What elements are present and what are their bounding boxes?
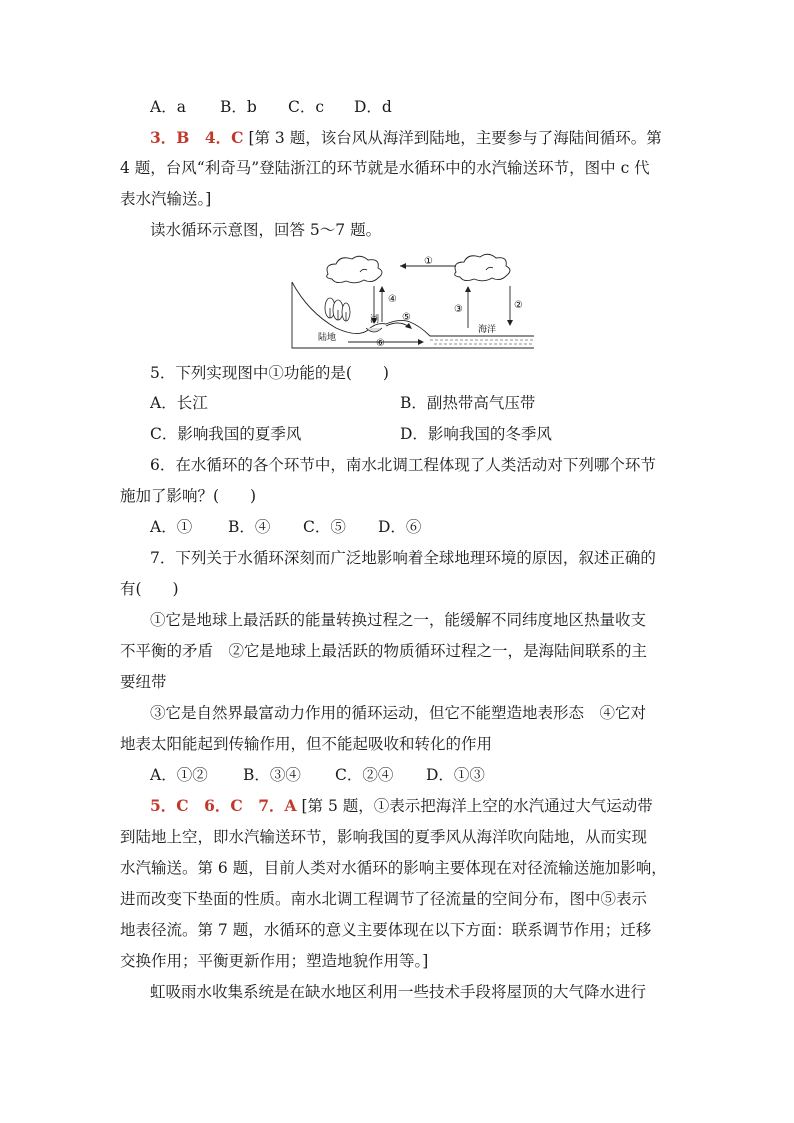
answer-5-7-keys: 5．C 6．C 7．A — [150, 796, 297, 815]
q6-option-c: C．⑤ — [303, 518, 346, 536]
label-3: ③ — [454, 304, 463, 315]
q6-stem-line2: 施加了影响？( ) — [120, 487, 257, 505]
q2-option-b: B．b — [220, 98, 257, 116]
q5-option-b: B．副热带高气压带 — [400, 394, 536, 412]
intro-5-7: 读水循环示意图，回答 5～7 题。 — [150, 221, 382, 239]
answer-5-7-line6: 交换作用；平衡更新作用；塑造地貌作用等。] — [120, 952, 429, 970]
q7-statement-line5: 地表太阳能起到传输作用，但不能起吸收和转化的作用 — [120, 735, 493, 753]
q6-option-d: D．⑥ — [378, 518, 422, 536]
answer-5-7-text1: [第 5 题，①表示把海洋上空的水汽通过大气运动带 — [301, 797, 653, 815]
answer-5-7-line4: 进而改变下垫面的性质。南水北调工程调节了径流量的空间分布，图中⑤表示 — [120, 890, 648, 908]
q5-option-a: A．长江 — [150, 394, 208, 412]
ocean-cloud-icon — [455, 254, 510, 281]
answer-3-4-text1: [第 3 题，该台风从海洋到陆地，主要参与了海陆间循环。第 — [248, 129, 662, 147]
q7-stem-line2: 有( ) — [120, 580, 179, 598]
q5-stem: 5．下列实现图中①功能的是( ) — [150, 364, 389, 382]
q2-option-d: D．d — [354, 98, 392, 116]
answer-5-7-line2: 到陆地上空，即水汽输送环节，影响我国的夏季风从海洋吹向陆地，从而实现 — [120, 828, 648, 846]
q7-option-c: C．②④ — [335, 766, 394, 784]
passage-last-line: 虹吸雨水收集系统是在缺水地区利用一些技术手段将屋顶的大气降水进行 — [150, 983, 647, 1001]
q5-option-c: C．影响我国的夏季风 — [150, 425, 302, 443]
answer-3-4-line1 — [150, 128, 680, 148]
q7-option-b: B．③④ — [243, 766, 301, 784]
trees-icon — [325, 298, 350, 321]
ocean-label: 海洋 — [478, 325, 497, 335]
q7-statement-line4: ③它是自然界最富动力作用的循环运动，但它不能塑造地表形态 ④它对 — [150, 704, 647, 722]
label-6: ⑥ — [376, 338, 385, 349]
land-cloud-icon — [327, 256, 382, 283]
q7-option-d: D．①③ — [426, 766, 485, 784]
q6-stem-line1: 6．在水循环的各个环节中，南水北调工程体现了人类活动对下列哪个环节 — [150, 456, 656, 474]
ocean-waves — [430, 340, 534, 344]
lake-label: 湖 — [370, 315, 380, 325]
label-5: ⑤ — [402, 312, 411, 323]
q2-option-c: C．c — [288, 98, 325, 116]
label-2: ② — [514, 300, 523, 311]
q2-option-a: A．a — [150, 98, 186, 116]
q6-option-a: A．① — [150, 518, 193, 536]
answer-5-7-line1 — [150, 796, 680, 816]
land-label: 陆地 — [318, 333, 337, 343]
arrow-5-icon — [386, 323, 408, 326]
q7-statement-line1: ①它是地球上最活跃的能量转换过程之一，能缓解不同纬度地区热量收支 — [150, 611, 647, 629]
answer-5-7-line3: 水汽输送。第 6 题，目前人类对水循环的影响主要体现在对径流输送施加影响， — [120, 859, 667, 877]
label-4: ④ — [388, 294, 397, 305]
q7-statement-line3: 要纽带 — [120, 673, 167, 691]
answer-3-4-line3: 表水汽输送。] — [120, 190, 212, 208]
q5-option-d: D．影响我国的冬季风 — [400, 425, 552, 443]
q7-option-a: A．①② — [150, 766, 208, 784]
lake-icon — [366, 328, 382, 332]
q6-option-b: B．④ — [228, 518, 271, 536]
q7-statement-line2: 不平衡的矛盾 ②它是地球上最活跃的物质循环过程之一，是海陆间联系的主 — [120, 642, 648, 660]
q7-stem-line1: 7．下列关于水循环深刻而广泛地影响着全球地理环境的原因，叙述正确的 — [150, 549, 656, 567]
answer-3-4-keys: 3．B 4．C — [150, 128, 244, 147]
water-cycle-diagram — [288, 252, 538, 354]
answer-3-4-line2: 4 题，台风“利奇马”登陆浙江的环节就是水循环中的水汽输送环节，图中 c 代 — [120, 159, 650, 177]
label-1: ① — [424, 256, 433, 267]
answer-5-7-line5: 地表径流。第 7 题，水循环的意义主要体现在以下方面：联系调节作用；迁移 — [120, 921, 652, 939]
